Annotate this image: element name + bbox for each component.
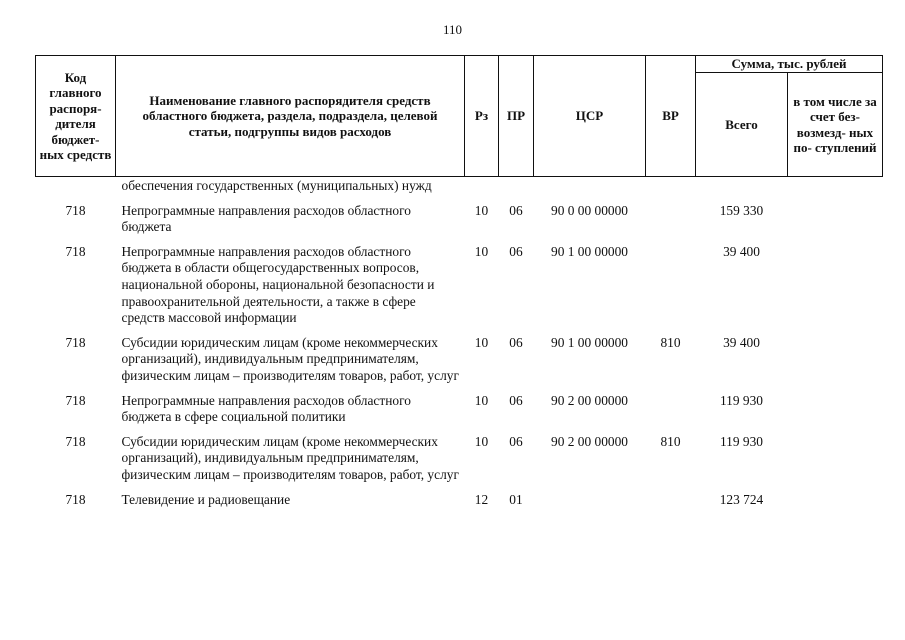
- table-row: [36, 385, 883, 426]
- cell-name: Субсидии юридическим лицам (кроме некоммерческих организаций), индивидуальным предпринимателям, физическим лицам – производителям товаров, работ, услуг: [121, 433, 459, 482]
- cell-name: обеспечения государственных (муниципальных) нужд: [121, 178, 432, 193]
- header-csr: ЦСР: [534, 56, 646, 177]
- cell-csr: 90 1 00 00000: [551, 334, 628, 350]
- cell-vr: 810: [660, 334, 681, 350]
- cell-incl: [788, 236, 883, 327]
- cell-csr: 90 2 00 00000: [551, 392, 628, 408]
- cell-code: [36, 177, 116, 195]
- table-row: [36, 484, 883, 509]
- cell-rz: 10: [474, 202, 489, 218]
- cell-name: Субсидии юридическим лицам (кроме некоммерческих организаций), индивидуальным предпринимателям, физическим лицам – производителям товаров, работ, услуг: [121, 334, 459, 383]
- table-body: [36, 177, 883, 509]
- table-row: [36, 426, 883, 484]
- table-row: [36, 195, 883, 236]
- cell-incl: [788, 177, 883, 195]
- cell-rz: 10: [474, 243, 489, 259]
- cell-pr: 06: [509, 202, 523, 218]
- header-code: Код главного распоря- дителя бюджет- ных средств: [36, 56, 116, 177]
- cell-rz: [465, 177, 499, 195]
- cell-total: 119 930: [719, 433, 764, 449]
- cell-vr: [646, 484, 696, 509]
- cell-rz: 10: [474, 433, 489, 449]
- cell-total: 39 400: [723, 334, 760, 350]
- cell-incl: [788, 195, 883, 236]
- table-row: [36, 236, 883, 327]
- cell-name: Непрограммные направления расходов областного бюджета в области общегосударственных вопросов, национальной обороны, национальной безопасности и правоохранительной деятельности, а также в сфере средств массовой информации: [121, 243, 435, 326]
- cell-pr: 06: [509, 334, 523, 350]
- cell-code: 718: [65, 202, 86, 218]
- cell-pr: 01: [509, 491, 523, 507]
- cell-rz: 10: [474, 334, 489, 350]
- cell-code: 718: [65, 392, 86, 408]
- table-row: [36, 327, 883, 385]
- cell-total: [696, 177, 788, 195]
- cell-incl: [788, 484, 883, 509]
- cell-pr: [499, 177, 534, 195]
- page-number: 110: [442, 22, 463, 37]
- cell-csr: 90 0 00 00000: [551, 202, 628, 218]
- cell-name: Непрограммные направления расходов областного бюджета: [121, 202, 411, 235]
- cell-code: 718: [65, 243, 86, 259]
- table-header: [36, 56, 883, 177]
- cell-csr: [534, 484, 646, 509]
- cell-code: 718: [65, 334, 86, 350]
- cell-incl: [788, 327, 883, 385]
- cell-incl: [788, 385, 883, 426]
- header-pr: ПР: [499, 56, 534, 177]
- header-vr: ВР: [646, 56, 696, 177]
- cell-pr: 06: [509, 433, 523, 449]
- cell-incl: [788, 426, 883, 484]
- cell-code: 718: [65, 433, 86, 449]
- header-rz: Рз: [465, 56, 499, 177]
- cell-vr: [646, 195, 696, 236]
- header-total: Всего: [696, 73, 788, 177]
- cell-name: Телевидение и радиовещание: [121, 491, 291, 507]
- cell-vr: [646, 236, 696, 327]
- budget-table: [35, 55, 883, 508]
- cell-pr: 06: [509, 243, 523, 259]
- cell-total: 159 330: [719, 202, 764, 218]
- cell-total: 119 930: [719, 392, 764, 408]
- cell-vr: 810: [660, 433, 681, 449]
- header-name: Наименование главного распорядителя средств областного бюджета, раздела, подраздела, целевой статьи, подгруппы видов расходов: [116, 56, 465, 177]
- cell-total: 39 400: [723, 243, 760, 259]
- cell-csr: [534, 177, 646, 195]
- cell-vr: [646, 385, 696, 426]
- cell-total: 123 724: [719, 491, 764, 507]
- cell-code: 718: [65, 491, 86, 507]
- cell-name: Непрограммные направления расходов областного бюджета в сфере социальной политики: [121, 392, 411, 425]
- cell-csr: 90 1 00 00000: [551, 243, 628, 259]
- header-sum: Сумма, тыс. рублей: [696, 56, 883, 73]
- cell-pr: 06: [509, 392, 523, 408]
- cell-vr: [646, 177, 696, 195]
- cell-csr: 90 2 00 00000: [551, 433, 628, 449]
- header-incl: в том числе за счет без- возмезд- ных по- ступлений: [788, 73, 883, 177]
- cell-rz: 12: [474, 491, 489, 507]
- cell-rz: 10: [474, 392, 489, 408]
- table-row: [36, 177, 883, 195]
